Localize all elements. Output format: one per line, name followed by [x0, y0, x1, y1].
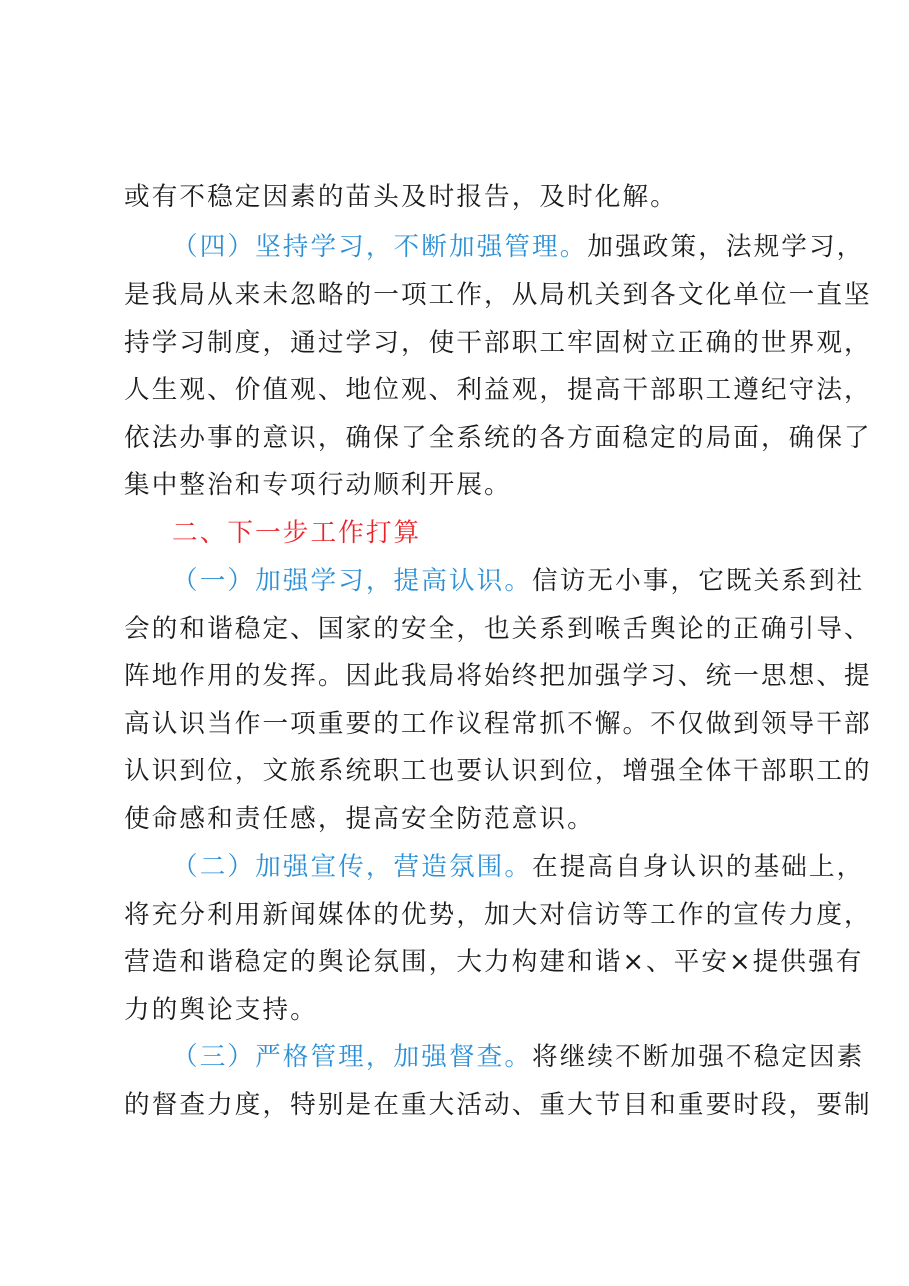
- line-text: 阵地作用的发挥。因此我局将始终把加强学习、统一思想、提: [124, 661, 872, 691]
- paragraph-line: [124, 370, 872, 410]
- paragraph-line: [124, 609, 872, 649]
- line-text: 人生观、价值观、地位观、利益观，提高干部职工遵纪守法，: [124, 375, 872, 405]
- paragraph-line: [124, 275, 872, 315]
- subheading-1: （一）加强学习，提高认识。: [172, 566, 533, 596]
- paragraph-line: [124, 656, 872, 696]
- paragraph-line: [124, 942, 864, 982]
- paragraph-line: [124, 751, 872, 791]
- paragraph-line: [124, 465, 804, 505]
- line-text: 会的和谐稳定、国家的安全，也关系到喉舌舆论的正确引导、: [124, 614, 872, 644]
- line-text: 集中整治和专项行动顺利开展。: [124, 470, 512, 500]
- paragraph-line: [124, 177, 804, 217]
- section-heading-line: [172, 513, 804, 553]
- line-text: 将充分利用新闻媒体的优势，加大对信访等工作的宣传力度，: [124, 900, 872, 930]
- subheading-line: [172, 1037, 865, 1077]
- subheading-line: [172, 561, 865, 601]
- line-text: 将继续不断加强不稳定因素: [532, 1042, 865, 1072]
- section-heading: 二、下一步工作打算: [172, 518, 422, 548]
- line-text: 的督查力度，特别是在重大活动、重大节目和重要时段，要制: [124, 1090, 872, 1120]
- line-text: 依法办事的意识，确保了全系统的各方面稳定的局面，确保了: [124, 423, 872, 453]
- line-text: 营造和谐稳定的舆论氛围，大力构建和谐×、平安×提供强有: [124, 947, 864, 977]
- subheading-line: [172, 227, 865, 267]
- paragraph-line: [124, 418, 872, 458]
- line-text: 高认识当作一项重要的工作议程常抓不懈。不仅做到领导干部: [124, 709, 872, 739]
- line-text: 力的舆论支持。: [124, 995, 318, 1025]
- line-text: 认识到位，文旅系统职工也要认识到位，增强全体干部职工的: [124, 756, 872, 786]
- line-text: 或有不稳定因素的苗头及时报告，及时化解。: [124, 182, 678, 212]
- paragraph-line: [124, 799, 804, 839]
- line-text: 信访无小事，它既关系到社: [532, 566, 865, 596]
- subheading-4: （四）坚持学习，不断加强管理。: [172, 232, 588, 262]
- subheading-3: （三）严格管理，加强督查。: [172, 1042, 533, 1072]
- line-text: 加强政策，法规学习，: [587, 232, 865, 262]
- subheading-line: [172, 847, 865, 887]
- line-text: 持学习制度，通过学习，使干部职工牢固树立正确的世界观，: [124, 328, 872, 358]
- paragraph-line: [124, 990, 804, 1030]
- paragraph-line: [124, 323, 872, 363]
- paragraph-line: [124, 895, 872, 935]
- line-text: 在提高自身认识的基础上，: [532, 852, 865, 882]
- line-text: 使命感和责任感，提高安全防范意识。: [124, 804, 595, 834]
- line-text: 是我局从来未忽略的一项工作，从局机关到各文化单位一直坚: [124, 280, 872, 310]
- paragraph-line: [124, 1085, 872, 1125]
- paragraph-line: [124, 704, 872, 744]
- subheading-2: （二）加强宣传，营造氛围。: [172, 852, 533, 882]
